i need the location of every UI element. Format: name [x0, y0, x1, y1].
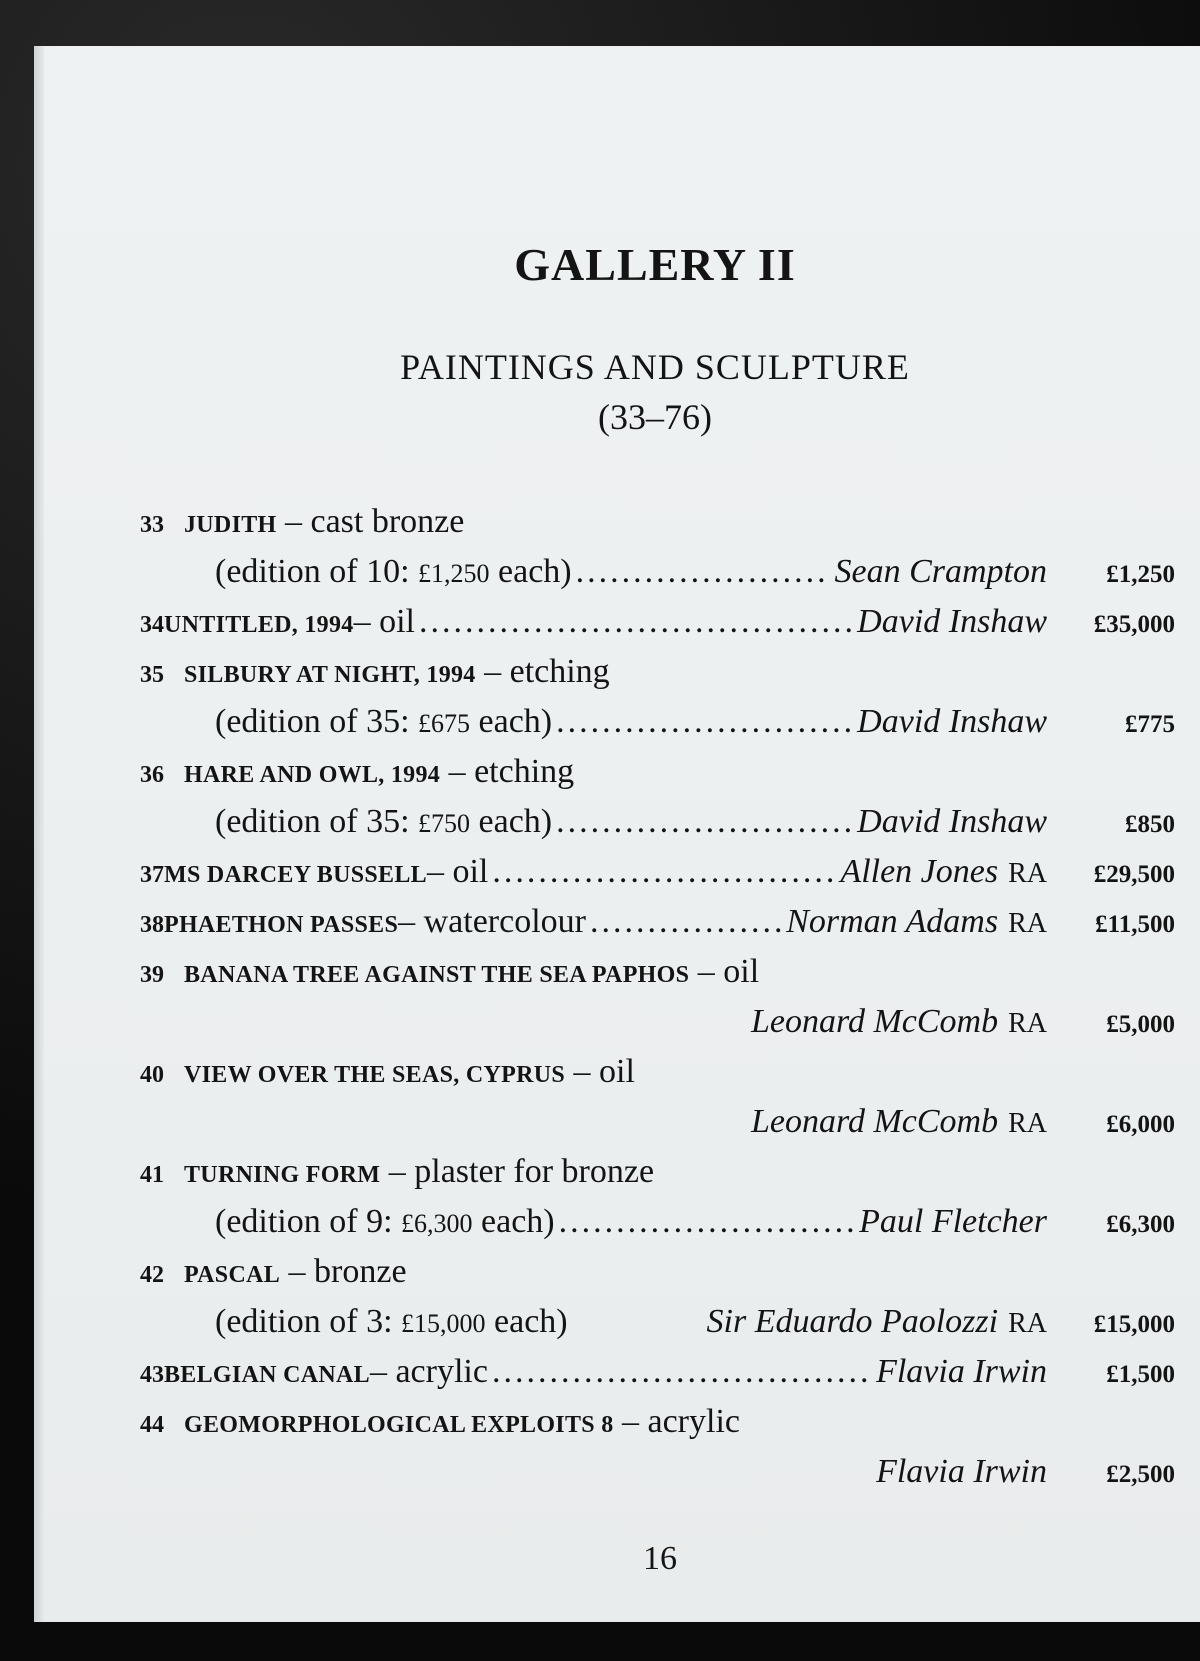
entry-edition: (edition of 3: £15,000 each) [215, 1303, 568, 1340]
ra-suffix: RA [1008, 1308, 1047, 1339]
entry-price: £29,500 [1093, 861, 1175, 888]
entry-33-detail-line [215, 550, 1175, 594]
entry-number: 40 [140, 1062, 164, 1088]
entry-artist: David Inshaw [857, 603, 1047, 640]
entry-medium: – oil [353, 603, 415, 640]
section-subtitle: PAINTINGS AND SCULPTURE [400, 347, 910, 387]
entry-39-title-line [140, 950, 1175, 994]
entry-artist: Leonard McComb RA [750, 1003, 1047, 1040]
entry-36-detail-line [215, 800, 1175, 844]
entry-42-detail-line [215, 1300, 1175, 1344]
entry-title: TURNING FORM [184, 1162, 381, 1188]
gallery-title: GALLERY II [514, 239, 796, 290]
entry-price: £775 [1125, 711, 1175, 738]
entry-number: 35 [140, 662, 164, 688]
entry-37-line [140, 850, 1175, 894]
entry-price: £2,500 [1106, 1461, 1175, 1488]
entry-medium: – etching [475, 653, 610, 690]
entry-medium: – acrylic [613, 1403, 740, 1440]
entry-title: JUDITH [184, 512, 277, 538]
entry-39-detail-line [140, 1000, 1175, 1044]
entry-price: £1,500 [1106, 1361, 1175, 1388]
leader-dots [576, 550, 831, 594]
entry-title: PASCAL [184, 1262, 281, 1288]
leader-dots [556, 800, 853, 844]
ra-suffix: RA [1008, 1008, 1047, 1039]
entry-40-detail-line [140, 1100, 1175, 1144]
entry-42-title-line [140, 1250, 1175, 1294]
entry-price: £6,300 [1106, 1211, 1175, 1238]
entry-number: 36 [140, 762, 164, 788]
entry-price: £5,000 [1106, 1011, 1175, 1038]
entry-title: UNTITLED, 1994 [164, 612, 354, 638]
leader-dots [492, 1350, 872, 1394]
entry-number: 39 [140, 962, 164, 988]
entry-artist: David Inshaw [857, 703, 1047, 740]
entry-medium: – bronze [280, 1253, 407, 1290]
entry-price: £850 [1125, 811, 1175, 838]
entry-title: PHAETHON PASSES [164, 912, 399, 938]
entry-medium: – oil [426, 853, 489, 890]
entry-artist: Allen Jones RA [840, 853, 1047, 890]
entry-38-line [140, 900, 1175, 944]
leader-dots [419, 600, 853, 644]
entry-medium: – watercolour [398, 903, 586, 940]
entry-35-title-line [140, 650, 1175, 694]
entry-medium: – acrylic [369, 1353, 488, 1390]
entry-edition: (edition of 9: £6,300 each) [215, 1203, 555, 1240]
entry-price: £11,500 [1095, 911, 1175, 938]
entry-edition: (edition of 10: £1,250 each) [215, 553, 572, 590]
entry-title: GEOMORPHOLOGICAL EXPLOITS 8 [184, 1412, 614, 1438]
entry-title: MS DARCEY BUSSELL [164, 862, 427, 888]
entry-number: 34 [140, 612, 164, 638]
entry-35-detail-line [215, 700, 1175, 744]
entry-44-detail-line [140, 1450, 1175, 1494]
entry-number: 33 [140, 512, 164, 538]
leader-dots [492, 850, 836, 894]
leader-dots [556, 700, 853, 744]
entry-number: 38 [140, 912, 164, 938]
entry-number: 44 [140, 1412, 164, 1438]
entry-title: BANANA TREE AGAINST THE SEA PAPHOS [184, 962, 690, 988]
entry-edition: (edition of 35: £750 each) [215, 803, 553, 840]
entry-price: £6,000 [1106, 1111, 1175, 1138]
entry-artist: Norman Adams RA [786, 903, 1047, 940]
entry-title: SILBURY AT NIGHT, 1994 [184, 662, 476, 688]
entry-artist: Sean Crampton [834, 553, 1047, 590]
entry-medium: – etching [440, 753, 575, 790]
entry-number: 37 [140, 862, 164, 888]
entry-41-detail-line [215, 1200, 1175, 1244]
entry-number: 41 [140, 1162, 164, 1188]
entry-40-title-line [140, 1050, 1175, 1094]
entry-price: £15,000 [1093, 1311, 1175, 1338]
page-number: 16 [643, 1540, 677, 1577]
catalogue-range: (33–76) [598, 397, 712, 437]
leader-dots [590, 900, 782, 944]
entry-title: HARE AND OWL, 1994 [184, 762, 441, 788]
entry-artist: David Inshaw [857, 803, 1047, 840]
entry-41-title-line [140, 1150, 1175, 1194]
entry-artist: Leonard McComb RA [750, 1103, 1047, 1140]
ra-suffix: RA [1008, 858, 1047, 889]
entry-artist: Flavia Irwin [876, 1353, 1047, 1390]
entry-medium: – oil [565, 1053, 635, 1090]
entry-price: £1,250 [1106, 561, 1175, 588]
entry-artist: Flavia Irwin [876, 1453, 1047, 1490]
entry-title: VIEW OVER THE SEAS, CYPRUS [184, 1062, 566, 1088]
entry-44-title-line [140, 1400, 1175, 1444]
entry-medium: – oil [689, 953, 760, 990]
entry-number: 42 [140, 1262, 164, 1288]
entry-price: £35,000 [1093, 611, 1175, 638]
entry-title: BELGIAN CANAL [164, 1362, 370, 1388]
entry-36-title-line [140, 750, 1175, 794]
entry-43-line [140, 1350, 1175, 1394]
entry-34-line [140, 600, 1175, 644]
entry-33-title-line [140, 500, 1175, 544]
ra-suffix: RA [1008, 1108, 1047, 1139]
entry-edition: (edition of 35: £675 each) [215, 703, 553, 740]
entry-medium: – cast bronze [276, 503, 465, 540]
ra-suffix: RA [1008, 908, 1047, 939]
entry-number: 43 [140, 1362, 164, 1388]
leader-dots [559, 1200, 855, 1244]
entry-artist: Sir Eduardo Paolozzi RA [706, 1303, 1047, 1340]
entry-artist: Paul Fletcher [859, 1203, 1047, 1240]
entry-medium: – plaster for bronze [380, 1153, 655, 1190]
